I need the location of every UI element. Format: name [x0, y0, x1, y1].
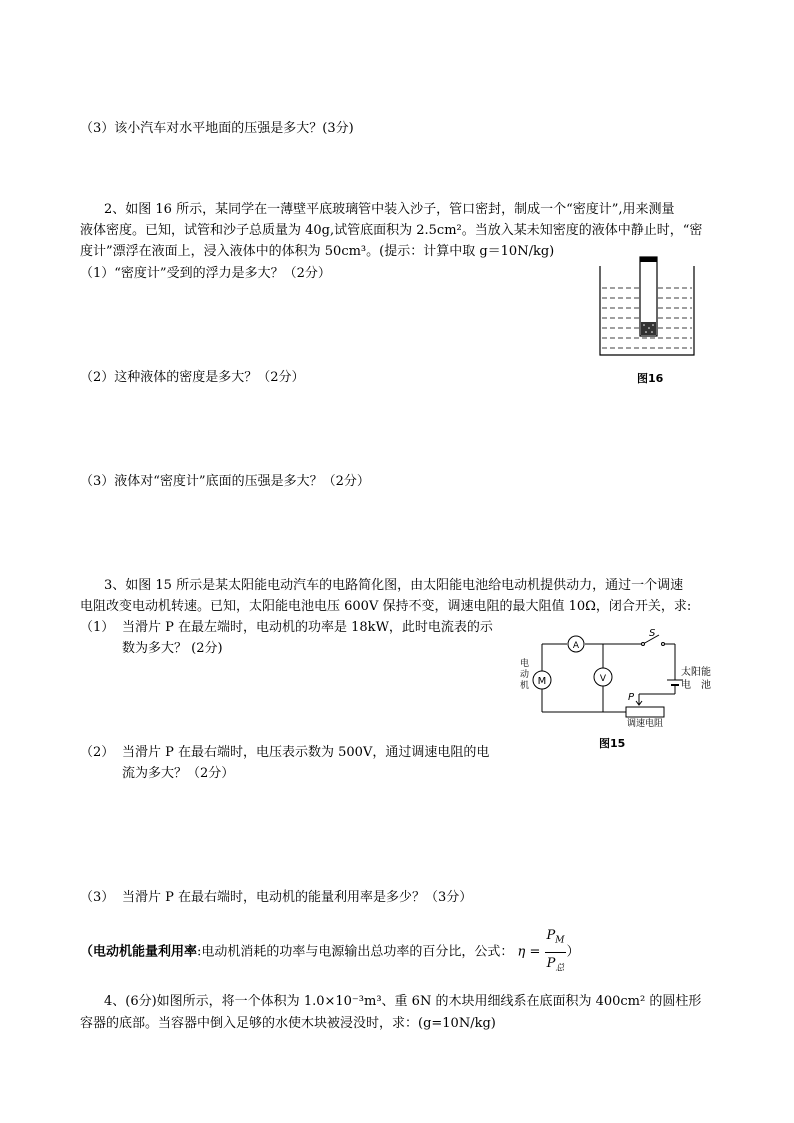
figure15-caption: 图15	[599, 737, 626, 750]
formula-numerator: $P_M$	[545, 925, 567, 953]
q3-line2: 电阻改变电动机转速。已知，太阳能电池电压 600V 保持不变，调速电阻的最大阻值 10Ω，闭合开关，求:	[80, 599, 692, 614]
q3-line1: 3、如图 15 所示是某太阳能电动汽车的电路简化图，由太阳能电池给电动机提供动力，通过一个调速	[104, 578, 684, 593]
q3-part2-number: （2）	[80, 745, 115, 760]
slider-label: P	[627, 692, 634, 703]
motor-label-3: 机	[520, 681, 530, 691]
switch-label: S	[649, 628, 656, 639]
q3-part1-line1: 当滑片 P 在最左端时，电动机的功率是 18kW，此时电流表的示	[122, 620, 493, 635]
q3-part1-line2: 数为多大？ (2分)	[122, 641, 223, 656]
q2-line1: 2、如图 16 所示，某同学在一薄壁平底玻璃管中装入沙子，管口密封，制成一个“密度计”,用来测量	[104, 202, 675, 217]
q4-line1: 4、(6分)如图所示，将一个体积为 1.0×10⁻³m³、重 6N 的木块用细线系在底面积为 400cm² 的圆柱形	[104, 994, 702, 1009]
q3-part2-line2: 流为多大？（2分）	[122, 766, 235, 781]
q2-part2: （2）这种液体的密度是多大？（2分）	[80, 370, 305, 385]
q2-line2: 液体密度。已知，试管和沙子总质量为 40g,试管底面积为 2.5cm²。当放入某未知密度的液体中静止时，“密	[80, 223, 703, 238]
efficiency-formula	[545, 925, 567, 979]
figure16-caption: 图16	[637, 372, 664, 385]
q3-part3-line1: 当滑片 P 在最右端时，电动机的能量利用率是多少？（3分）	[122, 890, 473, 905]
figure15-circuit	[515, 628, 735, 730]
q2-part3: （3）液体对“密度计”底面的压强是多大？（2分）	[80, 474, 370, 489]
battery-label-2: 电 池	[681, 680, 711, 691]
q3-efficiency-note	[80, 925, 580, 979]
formula-lhs: η =	[517, 944, 541, 960]
q3-part1-number: （1）	[80, 620, 115, 635]
q3-part2-line1: 当滑片 P 在最右端时，电压表示数为 500V，通过调速电阻的电	[122, 745, 490, 760]
motor-symbol: M	[537, 676, 547, 687]
motor-label-1: 电	[520, 659, 530, 669]
ammeter-label: A	[572, 641, 580, 651]
note-close: ）	[566, 944, 580, 960]
formula-denominator: $P_总$	[546, 955, 565, 974]
q1-part3: （3）该小汽车对水平地面的压强是多大？(3分)	[80, 121, 354, 136]
note-definition: :电动机消耗的功率与电源输出总功率的百分比，公式：	[197, 944, 514, 960]
motor-label-2: 动	[520, 670, 530, 680]
q2-line3: 度计”漂浮在液面上，浸入液体中的体积为 50cm³。(提示：计算中取 g＝10N/kg)	[80, 244, 555, 259]
q3-part3-number: （3）	[80, 890, 115, 905]
battery-label-1: 太阳能	[681, 667, 711, 678]
q4-line2: 容器的底部。当容器中倒入足够的水使木块被浸没时，求：(g=10N/kg)	[80, 1016, 496, 1031]
resistor-label: 调速电阻	[626, 719, 664, 729]
q2-part1: （1）“密度计”受到的浮力是多大？（2分）	[80, 266, 331, 281]
note-term: （电动机能量利用率	[80, 944, 198, 960]
voltmeter-label: V	[599, 674, 607, 684]
figure16-density-meter	[598, 254, 698, 358]
